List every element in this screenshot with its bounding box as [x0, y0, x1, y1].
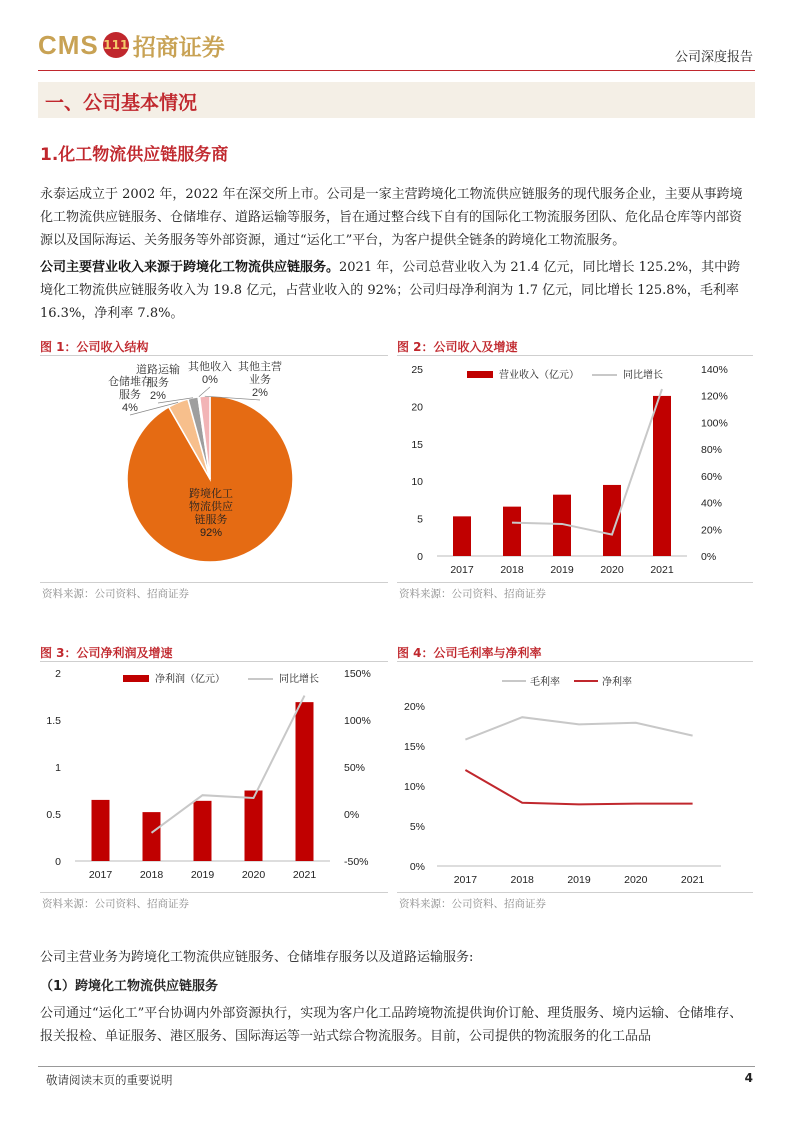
x-tick-label: 2018: [510, 874, 534, 886]
bar-2020: [603, 485, 621, 556]
figure-4-title: 图 4：公司毛利率与净利率: [397, 646, 542, 660]
pie-label-0-line-3: 92%: [199, 527, 223, 539]
legend-line-label: 同比增长: [279, 674, 319, 685]
x-tick-label: 2021: [680, 874, 705, 886]
growth-line: [152, 696, 305, 833]
figure-2-revenue-chart: [397, 357, 753, 580]
y-right-tick-label: -50%: [344, 856, 369, 868]
logo-cms-text: CMS: [38, 29, 99, 60]
section-title: 一、公司基本情况: [45, 92, 198, 114]
figure-1-pie-chart: [40, 357, 390, 580]
revenue-paragraph-body: 2021 年，公司总营业收入为 21.4 亿元，同比增长 125.2%，其中跨境化工物流供应链服务收入为 19.8 亿元，占营业收入的 92%；公司归母净利润为 1.7 亿元，同比增长 125.8%，毛利率 16.3%，净利率 7.8%。: [40, 260, 741, 321]
x-tick-label: 2018: [139, 869, 164, 881]
y-right-tick-label: 0%: [344, 809, 360, 821]
y-left-tick-label: 15: [411, 438, 423, 451]
y-tick-label: 15%: [403, 741, 425, 753]
y-left-tick-label: 1.5: [46, 715, 61, 727]
pie-label-0-line-1: 物流供应: [189, 501, 233, 513]
figure-2-title: 图 2：公司收入及增速: [397, 340, 518, 354]
x-tick-label: 2018: [500, 564, 524, 576]
x-tick-label: 2019: [550, 564, 574, 576]
y-left-tick-label: 0: [417, 551, 423, 563]
pie-label-0-line-2: 链服务: [194, 514, 228, 526]
revenue-paragraph: [40, 256, 753, 325]
figure-4-margin-chart: [397, 663, 753, 890]
bar-2019: [194, 801, 212, 861]
series-line-毛利率: [465, 717, 692, 739]
legend-bar-swatch: [467, 371, 493, 378]
pie-label-2-line-0: 道路运输: [136, 364, 180, 376]
x-tick-label: 2020: [241, 869, 266, 881]
growth-line: [512, 389, 662, 535]
pie-label-3-line-1: 0%: [202, 374, 218, 386]
y-left-tick-label: 0.5: [46, 809, 61, 821]
y-right-tick-label: 0%: [701, 551, 717, 563]
x-tick-label: 2019: [190, 869, 215, 881]
bar-2020: [245, 791, 263, 862]
figure-4-top-rule: [397, 661, 753, 662]
footer-note: 敬请阅读末页的重要说明: [46, 1073, 173, 1087]
pie-label-2-line-2: 2%: [150, 390, 166, 402]
legend-label-0: 毛利率: [530, 677, 560, 688]
y-left-tick-label: 5: [417, 513, 423, 526]
y-left-tick-label: 25: [411, 364, 423, 376]
legend-line-label: 同比增长: [623, 370, 663, 381]
x-tick-label: 2017: [450, 564, 474, 576]
y-tick-label: 20%: [403, 701, 425, 713]
business-intro-paragraph: 公司主营业务为跨境化工物流供应链服务、仓储堆存服务以及道路运输服务:: [40, 950, 474, 965]
y-right-tick-label: 60%: [701, 470, 723, 483]
x-tick-label: 2021: [650, 564, 674, 576]
bar-2021: [653, 396, 671, 556]
figure-3-title: 图 3：公司净利润及增速: [40, 646, 173, 660]
y-right-tick-label: 100%: [344, 715, 371, 727]
y-tick-label: 0%: [409, 861, 425, 873]
bar-2021: [296, 702, 314, 861]
figure-4-source: 资料来源：公司资料、招商证券: [399, 898, 546, 910]
y-right-tick-label: 80%: [701, 444, 723, 457]
pie-label-0-line-0: 跨境化工: [189, 488, 233, 500]
figure-1-bottom-rule: [40, 582, 388, 583]
pie-label-4-line-1: 业务: [249, 374, 271, 386]
y-left-tick-label: 1: [55, 762, 61, 774]
pie-label-4-line-0: 其他主营: [238, 361, 282, 373]
y-right-tick-label: 120%: [701, 390, 728, 403]
business-detail-paragraph: 公司通过“运化工”平台协调内外部资源执行，实现为客户化工品跨境物流提供询价订舱、理货服务、境内运输、仓储堆存、报关报检、单证服务、港区服务、国际海运等一站式综合物流服务。目前，公司提供的物流服务的化工品品: [40, 1006, 743, 1044]
company-logo: [38, 30, 225, 60]
subsection-title: 1.化工物流供应链服务商: [40, 145, 229, 165]
y-right-tick-label: 40%: [701, 497, 723, 510]
figure-1-top-rule: [40, 355, 388, 356]
figure-2-top-rule: [397, 355, 753, 356]
pie-label-3-line-0: 其他收入: [188, 361, 232, 373]
y-left-tick-label: 0: [55, 856, 61, 868]
legend-bar-swatch: [123, 675, 149, 682]
legend-bar-label: 营业收入（亿元）: [499, 370, 579, 381]
y-left-tick-label: 2: [55, 668, 61, 680]
figure-1-source: 资料来源：公司资料、招商证券: [42, 588, 189, 600]
bar-2017: [453, 516, 471, 556]
legend-bar-label: 净利润（亿元）: [155, 674, 225, 685]
y-tick-label: 10%: [403, 781, 425, 793]
legend-label-1: 净利率: [602, 677, 632, 688]
bar-2017: [92, 800, 110, 861]
x-tick-label: 2019: [567, 874, 591, 886]
figure-2-bottom-rule: [397, 582, 753, 583]
figure-4-bottom-rule: [397, 892, 753, 893]
logo-company-name: 招商证券: [132, 33, 225, 61]
figure-3-bottom-rule: [40, 892, 388, 893]
y-right-tick-label: 20%: [701, 524, 723, 537]
y-right-tick-label: 100%: [701, 417, 728, 430]
x-tick-label: 2021: [292, 869, 317, 881]
y-left-tick-label: 20: [411, 401, 423, 414]
pie-label-4-line-2: 2%: [252, 387, 268, 399]
pie-label-2-line-1: 服务: [147, 377, 169, 389]
report-type-label: 公司深度报告: [674, 50, 753, 65]
y-right-tick-label: 140%: [701, 364, 728, 376]
page-number: 4: [744, 1071, 753, 1085]
figure-1-title: 图 1：公司收入结构: [40, 340, 149, 354]
x-tick-label: 2017: [453, 874, 478, 886]
intro-paragraph: 永泰运成立于 2002 年，2022 年在深交所上市。公司是一家主营跨境化工物流供应链服务的现代服务企业，主要从事跨境化工物流供应链服务、仓储堆存、道路运输等服务，旨在通过整合线下自有的国际化工物流服务团队、危化品仓库等内部资源以及国际海运、关务服务等外部资源，通过“运化工”平台，为客户提供全链条的跨境化工物流服务。: [40, 187, 743, 248]
revenue-paragraph-lead: 公司主要营业收入来源于跨境化工物流供应链服务。: [40, 260, 340, 275]
figure-3-source: 资料来源：公司资料、招商证券: [42, 898, 189, 910]
y-left-tick-label: 10: [411, 476, 423, 489]
pie-label-1-line-0: 仓储堆存: [108, 376, 152, 388]
figure-3-top-rule: [40, 661, 388, 662]
y-right-tick-label: 150%: [344, 668, 371, 680]
y-tick-label: 5%: [409, 821, 425, 833]
x-tick-label: 2020: [624, 874, 648, 886]
bar-2018: [503, 507, 521, 556]
bar-2018: [143, 812, 161, 861]
x-tick-label: 2020: [600, 564, 624, 576]
pie-label-1-line-2: 4%: [122, 402, 138, 414]
logo-mark-icon: 111: [103, 32, 129, 58]
footer-divider: [38, 1066, 755, 1067]
business-heading-1: （1）跨境化工物流供应链服务: [40, 979, 219, 994]
header-divider: [38, 70, 755, 71]
series-line-净利率: [465, 770, 692, 804]
figure-2-source: 资料来源：公司资料、招商证券: [399, 588, 546, 600]
y-right-tick-label: 50%: [344, 762, 366, 774]
figure-3-profit-chart: [40, 663, 390, 890]
x-tick-label: 2017: [88, 869, 113, 881]
pie-label-1-line-1: 服务: [119, 389, 141, 401]
